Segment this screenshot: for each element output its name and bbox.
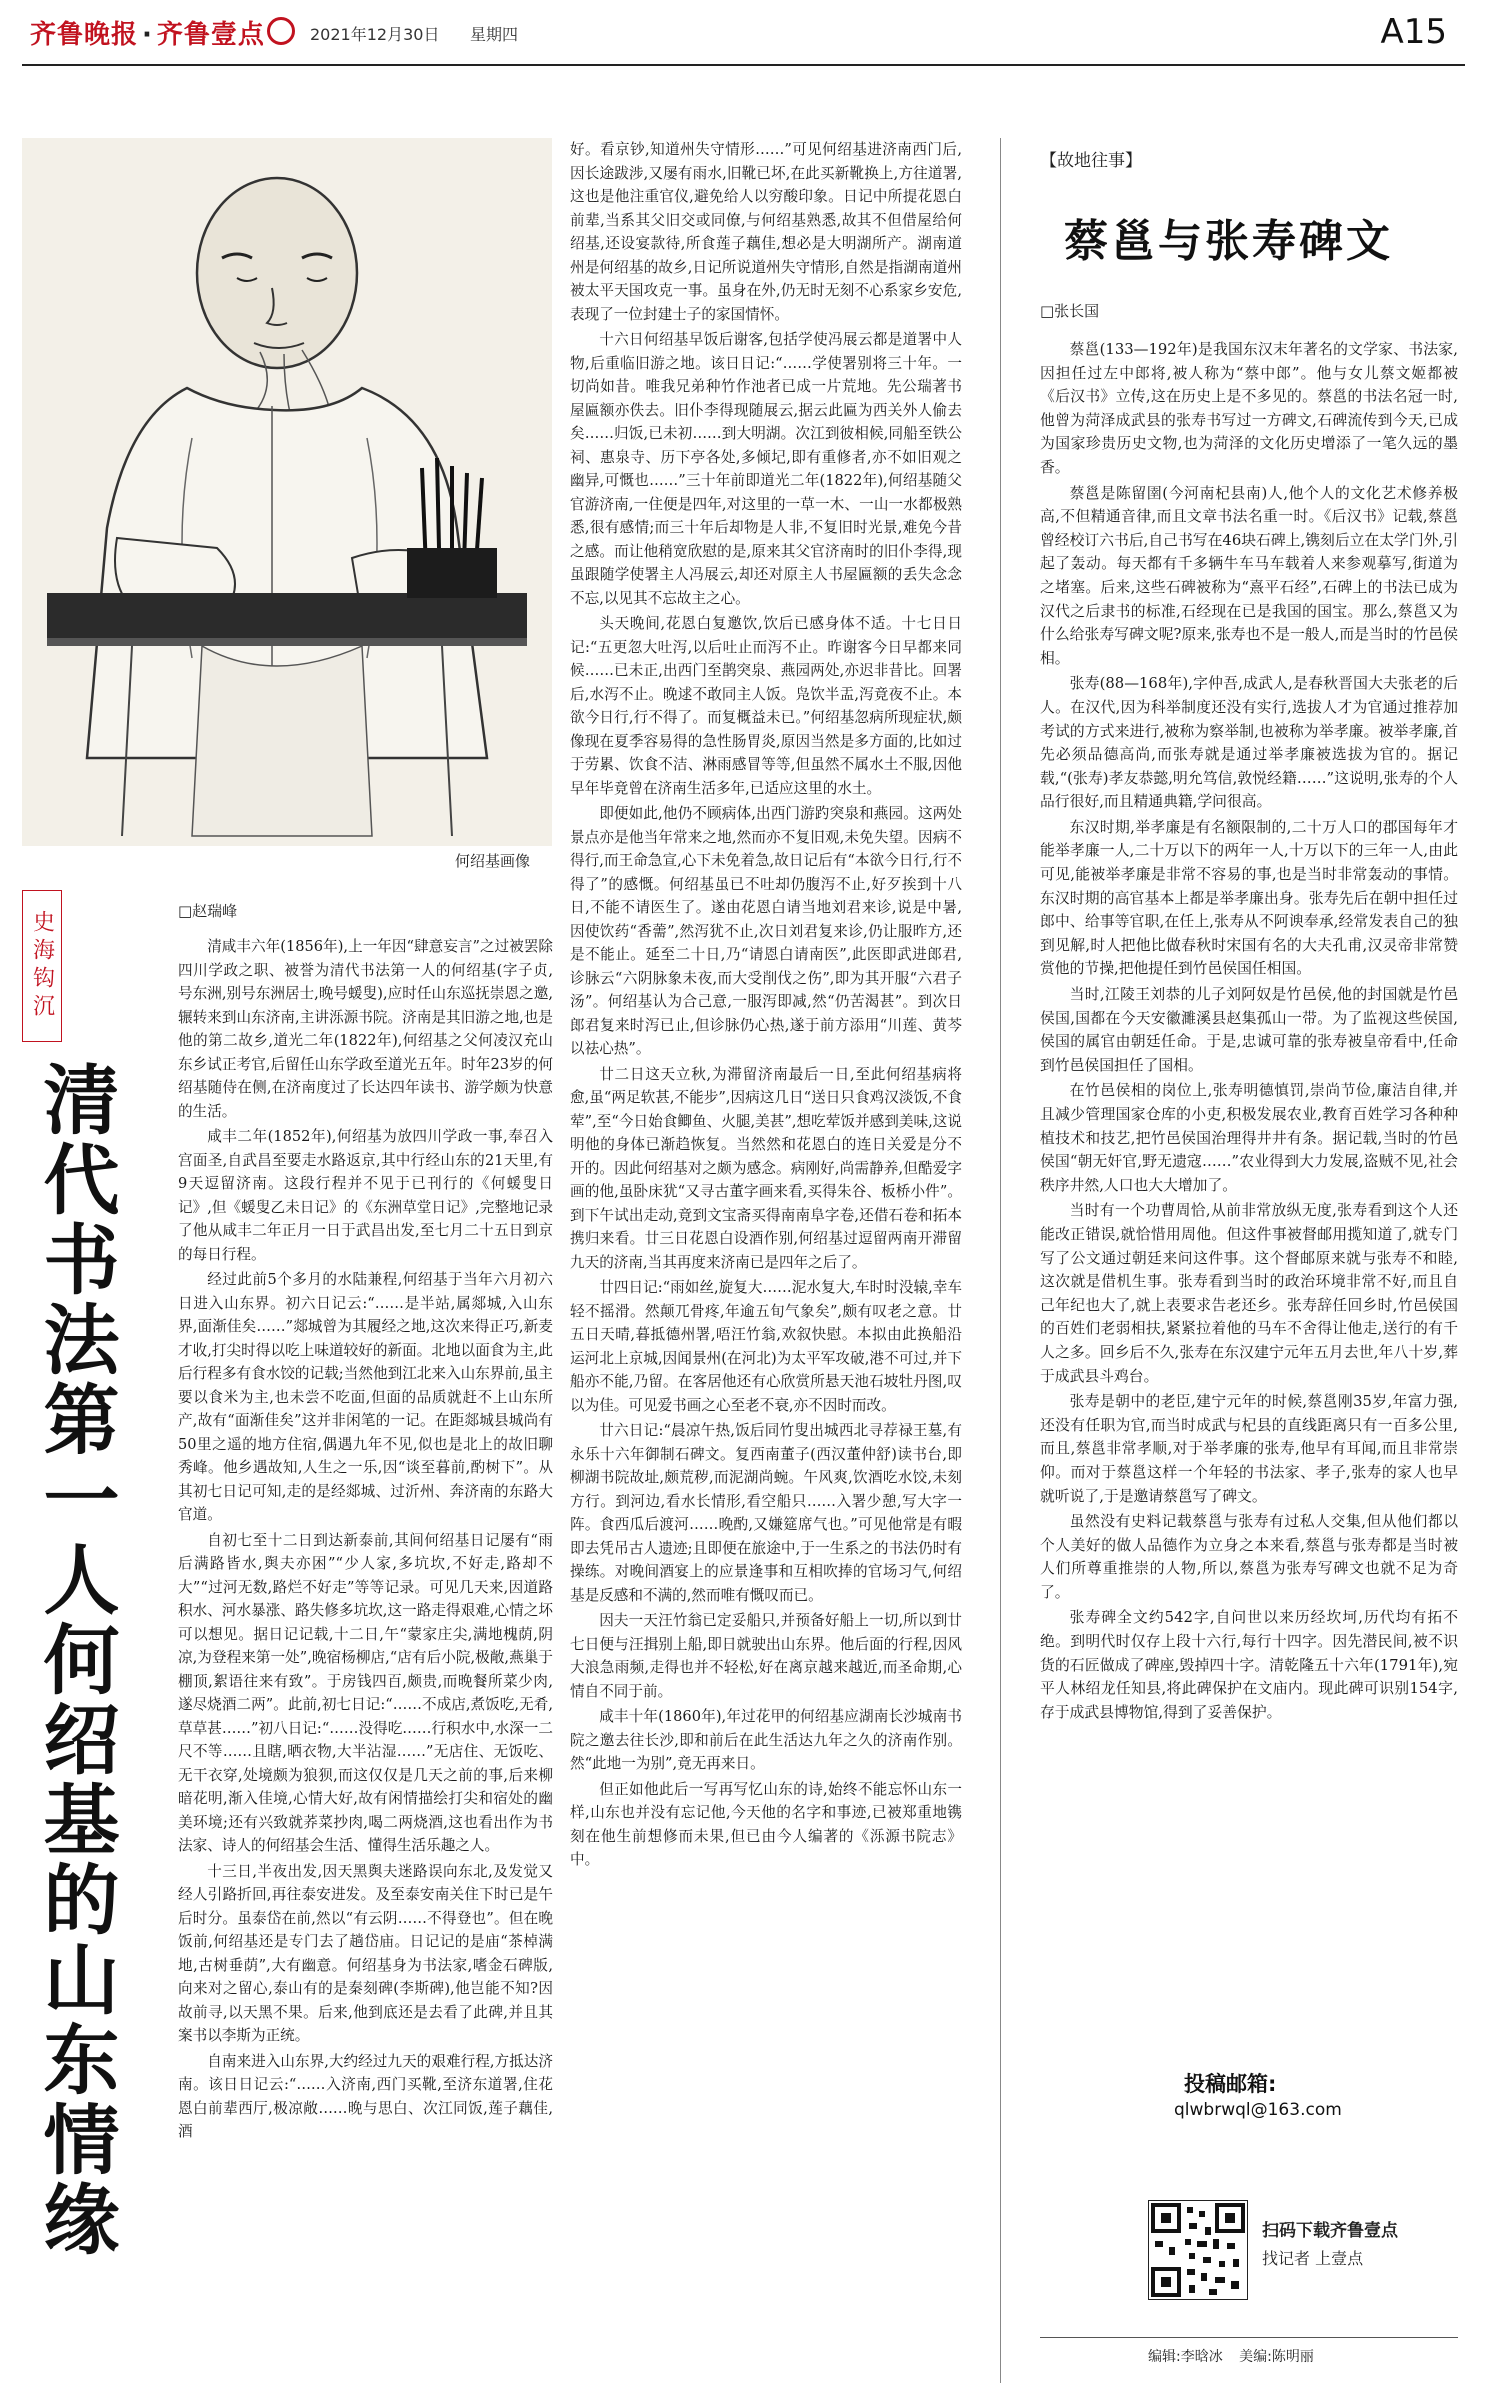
section-tag-local-history: 【故地往事】 [1040,151,1142,171]
article-paragraph: 东汉时期,举孝廉是有名额限制的,二十万人口的郡国每年才能举孝廉一人,二十万以下的两年一人,十万以下的三年一人,由此可见,能被举孝廉是非常不容易的事,也是当时非常轰动的事情。东汉时期的高官基本上都是举孝廉出身。张寿先后在朝中担任过郎中、给事等官职,在任上,张寿从不阿谀奉承,经常发表自己的独到见解,时人把他比做春秋时宋国有名的大夫孔甫,汉灵帝非常赞赏他的节操,把他提任到竹邑侯国任相国。 [1040,818,1458,978]
right-article-byline: □张长国 [1040,302,1100,320]
article-paragraph: 蔡邕是陈留圉(今河南杞县南)人,他个人的文化艺术修养极高,不但精通音律,而且文章书法名重一时。《后汉书》记载,蔡邕曾经校订六书后,自己书写在46块石碑上,镌刻后立在太学门外,引起了轰动。每天都有千多辆牛车马车载着人来参观摹写,街道为之堵塞。后来,这些石碑被称为“熹平石经”,石碑上的书法已成为汉代之后隶书的标准,石经现在已是我国的国宝。那么,蔡邕又为什么给张寿写碑文呢?原来,张寿也不是一般人,而是当时的竹邑侯相。 [1040,484,1458,667]
right-article-title: 蔡邕与张寿碑文 [1064,216,1393,267]
qr-code-icon[interactable] [1148,2200,1248,2300]
article-paragraph: 因夫一天汪竹翁已定妥船只,并预备好船上一切,所以到廿七日便与汪揖别上船,即日就驶出山东界。他后面的行程,因风大浪急雨频,走得也并不轻松,好在离京越来越近,而圣命期,心情自不同于前。 [570,1612,962,1700]
article-paragraph: 咸丰二年(1852年),何绍基为放四川学政一事,奉召入宫面圣,自武昌至要走水路返京,其中行经山东的21天里,有9天逗留济南。这段行程并不见于已刊行的《何蝯叟日记》,但《蝯叟乙未日记》的《东洲草堂日记》,完整地记录了他从咸丰二年正月一日于武昌出发,至七月二十五日到京的每日行程。 [178,1128,553,1263]
portrait-caption: 何绍基画像 [455,852,531,870]
brand-separator: · [142,20,153,50]
editor-name: 编辑:李晗冰 [1148,2349,1223,2365]
column-divider [1000,138,1001,2383]
article-paragraph: 张寿是朝中的老臣,建宁元年的时候,蔡邕刚35岁,年富力强,还没有任职为官,而当时成武与杞县的直线距离只有一百多公里,而且,蔡邕非常孝顺,对于举孝廉的张寿,他早有耳闻,而且非常崇仰。而对于蔡邕这样一个年轻的书法家、孝子,张寿的家人也早就听说了,于是邀请蔡邕写了碑文。 [1040,1393,1458,1505]
page-number: A15 [1380,12,1447,52]
left-article-column-1 [178,935,553,2380]
article-paragraph: 自初七至十二日到达新泰前,其间何绍基日记屡有“雨后满路皆水,舆夫亦困”“少人家,多坑坎,不好走,路却不大”“过河无数,路烂不好走”等等记录。可见几天来,因道路积水、河水暴涨、路失修多坑坎,这一路走得艰难,心情之坏可以想见。据日记记载,十二日,午“蒙家庄尖,满地槐荫,阴凉,为登程来第一处”,晚宿杨柳店,“店有后小院,极敞,燕巢于棚顶,絮语往来有致”。于房钱四百,颇贵,而晚餐所菜少肉,遂尽烧酒二两”。此前,初七日记:“……不成店,煮饭吃,无肴,草草甚……”初八日记:“……没得吃……行积水中,水深一二尺不等……且瞎,晒衣物,大半沾湿……”无店住、无饭吃、无干衣穿,处境颇为狼狈,而这仅仅是几天之前的事,后来柳暗花明,渐入佳境,心情大好,故有闲情描绘打尖和宿处的幽美环境;还有兴致就荞菜抄肉,喝二两烧酒,这也看出作为书法家、诗人的何绍基会生活、懂得生活乐趣之人。 [178,1531,553,1854]
article-paragraph: 蔡邕(133—192年)是我国东汉末年著名的文学家、书法家,因担任过左中郎将,被人称为“蔡中郎”。他与女儿蔡文姬都被《后汉书》立传,这在历史上是不多见的。蔡邕的书法名冠一时,他曾为菏泽成武县的张寿书写过一方碑文,石碑流传到今天,已成为国家珍贵历史文物,也为菏泽的文化历史增添了一笔久远的墨香。 [1040,341,1458,476]
article-paragraph: 当时有一个功曹周恰,从前非常放纵无度,张寿看到这个人还能改正错误,就恰惜用周他。但这件事被督邮用揽知道了,就专门写了公文通过朝廷来问这件事。这个督邮原来就与张寿不和睦,这次就是借机生事。张寿看到当时的政治环境非常不好,而且自己年纪也大了,就上表要求告老还乡。张寿辞任回乡时,竹邑侯国的百姓们老弱相扶,紧紧拉着他的马车不舍得让他走,送行的有千人之多。回乡后不久,张寿在东汉建宁元年五月去世,年八十岁,葬于成武县斗鸡台。 [1040,1202,1458,1385]
submission-email[interactable]: qlwbrwql@163.com [1174,2100,1342,2120]
qr-download-text: 扫码下载齐鲁壹点 [1262,2221,1398,2241]
portrait-image [22,138,552,846]
submission-email-label: 投稿邮箱: [1184,2072,1277,2096]
article-paragraph: 头天晚间,花恩白复邀饮,饮后已感身体不适。十七日日记:“五更忽大吐泻,以后吐止而泻不止。昨谢客今日早都来同候……已未正,出西门至鹊突泉、燕园两处,亦迟非昔比。回署后,水泻不止。晚逑不敢同主人饭。凫饮半盂,泻竟夜不止。本欲今日行,行不得了。而复概益未已。”何绍基忽病所现症状,颇像现在夏季容易得的急性肠胃炎,原因当然是多方面的,比如过于劳累、饮食不洁、淋雨感冒等等,但虽然不属水土不服,因他早年毕竟曾在济南生活多年,已适应这里的水土。 [570,615,962,797]
article-paragraph: 廿四日记:“雨如丝,旋复大……泥水复大,车时时没辕,幸车轻不摇滑。然颠兀骨疼,年逾五旬气象矣”,颇有叹老之意。廿五日天晴,暮抵德州署,唔汪竹翁,欢叙快慰。本拟由此换船沿运河北上京城,因闻景州(在河北)为太平军攻破,港不可过,并下船亦不能,乃留。在客居他还有心欣赏所悬天池石坡牡丹图,叹以为佳。可见爱书画之心至老不衰,亦不因时而改。 [570,1279,962,1414]
designer-name: 美编:陈明丽 [1239,2349,1314,2365]
article-paragraph: 但正如他此后一写再写忆山东的诗,始终不能忘怀山东一样,山东也并没有忘记他,今天他的名字和事迹,已被郑重地镌刻在他生前想修而未果,但已由今人编著的《泺源书院志》中。 [570,1780,962,1868]
article-paragraph: 经过此前5个多月的水陆兼程,何绍基于当年六月初六日进入山东界。初六日记云:“……是半站,属郯城,入山东界,面渐佳矣……”郯城曾为其履经之地,这次来得正巧,新麦才收,打尖时得以吃上味道较好的新面。北地以面食为主,此后行程多有食水饺的记载;当然他到江北来入山东界前,虽主要以食米为主,也未尝不吃面,但面的品质就赶不上山东所产,故有“面渐佳矣”这并非闲笔的一记。在距郯城县城尚有50里之遥的地方住宿,偶遇九年不见,似也是北上的故旧聊秀峰。他乡遇故知,人生之一乐,因“谈至暮前,酌树下”。从其初七日记可知,走的是经郯城、过沂州、奔济南的东路大官道。 [178,1271,553,1523]
issue-weekday: 星期四 [470,25,519,44]
article-paragraph: 好。看京钞,知道州失守情形……”可见何绍基进济南西门后,因长途跋涉,又屡有雨水,旧靴已坏,在此买新靴换上,方往道署,这也是他注重官仪,避免给人以穷酸印象。日记中所提花恩白前辈,当系其父旧交或同僚,与何绍基熟悉,故其不但借屋给何绍基,还设宴款待,所食莲子藕佳,想必是大明湖所产。湖南道州是何绍基的故乡,日记所说道州失守情形,自然是指湖南道州被太平天国攻克一事。虽身在外,仍无时无刻不心系家乡安危,表现了一位封建士子的家国情怀。 [570,141,962,323]
editor-credits [1148,2346,1326,2366]
article-paragraph: 十三日,半夜出发,因天黑舆夫迷路误向东北,及发觉又经人引路折回,再往泰安进发。及至泰安南关住下时已是午后时分。虽泰岱在前,然以“有云阴……不得登也”。但在晚饭前,何绍基还是专门去了趟岱庙。日记记的是庙“茶棹满地,古树垂荫”,大有幽意。何绍基身为书法家,嗜金石碑版,向来对之留心,泰山有的是秦刻碑(李斯碑),他岂能不知?因故前寻,以天黑不果。后来,他到底还是去看了此碑,并且其案书以李斯为正统。 [178,1862,553,2044]
brand-qilu-evening-news: 齐鲁晚报 [30,20,139,50]
article-paragraph: 廿二日这天立秋,为滞留济南最后一日,至此何绍基病将愈,虽“两足软甚,不能步”,因病这几日“送日只食鸡汉淡饭,不食荤”,至“今日始食鲫鱼、火腿,美甚”,想吃荤饭并感到美味,这说明他的身体已渐趋恢复。当然然和花恩白的连日关爱是分不开的。因此何绍基对之颇为感念。病刚好,尚需静养,但酷爱字画的他,虽卧床犹“又寻古董字画来看,买得朱谷、板桥小件”。到下午试出走动,竟到文宝斋买得南南阜字卷,还借石卷和拓本携归来看。廿三日花恩白设酒作别,何绍基过逗留两南开滞留九天的济南,当其再度来济南已是四年之后了。 [570,1065,962,1271]
left-article-byline: □赵瑞峰 [178,902,238,920]
article-paragraph: 张寿碑全文约542字,自问世以来历经坎坷,历代均有拓不绝。到明代时仅存上段十六行,每行十四字。因先潜民间,被不识货的石匠做成了碑座,毁掉四十字。清乾隆五十六年(1791年),宛平人林绍龙任知县,将此碑保护在文庙内。现此碑可识别154字,存于成武县博物馆,得到了妥善保护。 [1040,1609,1458,1721]
portrait-illustration [22,138,552,846]
article-paragraph: 张寿(88—168年),字仲吾,成武人,是春秋晋国大夫张老的后人。在汉代,因为科举制度还没有实行,选拔人才为官通过推荐加考试的方式来进行,被称为察举制,也被称为举孝廉。被举孝廉,首先必须品德高尚,而张寿就是通过举孝廉被选拔为官的。据记载,“(张寿)孝友恭懿,明允笃信,敦悦经籍……”这说明,张寿的个人品行很好,而且精通典籍,学问很高。 [1040,675,1458,811]
left-article-column-2 [570,138,962,2383]
qr-code-graphic [1149,2201,1247,2299]
yidian-logo-icon [267,17,295,45]
left-article-title: 清代书法第一人何绍基的山东情缘 [31,1060,120,2260]
qr-slogan-text: 找记者 上壹点 [1262,2249,1364,2268]
article-paragraph: 当时,江陵王刘恭的儿子刘阿奴是竹邑侯,他的封国就是竹邑侯国,国都在今天安徽濉溪县赵集孤山一带。为了监视这些侯国,侯国的属官由朝廷任命。于是,忠诚可靠的张寿被皇帝看中,任命到竹邑侯国担任了国相。 [1040,986,1458,1074]
article-paragraph: 十六日何绍基早饭后谢客,包括学使冯展云都是道署中人物,后重临旧游之地。该日日记:“……学使署别将三十年。一切尚如昔。唯我兄弟种竹作池者已成一片荒地。先公瑞著书屋匾额亦佚去。旧仆李得现随展云,据云此匾为西关外人偷去矣……归饭,已未初……到大明湖。次江到彼相候,同船至铁公祠、惠泉寺、历下亭各处,多倾圮,即有重修者,亦不如旧观之幽异,可慨也……”三十年前即道光二年(1822年),何绍基随父官游济南,一住便是四年,对这里的一草一木、一山一水都极熟悉,很有感情;而三十年后却物是人非,不复旧时光景,难免今昔之感。而让他稍宽欣慰的是,原来其父官济南时的旧仆李得,现虽跟随学使署主人冯展云,却还对原主人书屋匾额的丢失念念不忘,以见其不忘故主之心。 [570,331,962,607]
footer-divider [1040,2337,1458,2338]
article-paragraph: 自南来进入山东界,大约经过九天的艰难行程,方抵达济南。该日日记云:“……入济南,西门买靴,至济东道署,住花恩白前辈西厅,极凉敞……晚与思白、次江同饭,莲子藕佳,酒 [178,2052,553,2140]
page-header [0,0,1487,64]
right-article-body [1040,338,1458,2053]
article-paragraph: 咸丰十年(1860年),年过花甲的何绍基应湖南长沙城南书院之邀去往长沙,即和前后在此生活达九年之久的济南作别。然“此地一为别”,竟无再来日。 [570,1708,962,1772]
article-paragraph: 虽然没有史料记载蔡邕与张寿有过私人交集,但从他们都以个人美好的做人品德作为立身之本来看,蔡邕与张寿都是当时被人们所尊重推崇的人物,所以,蔡邕为张寿写碑文也就不足为奇了。 [1040,1513,1458,1601]
issue-date: 2021年12月30日 [310,25,440,44]
brand-qilu-yidian: 齐鲁壹点 [156,20,265,50]
article-paragraph: 在竹邑侯相的岗位上,张寿明德慎罚,崇尚节俭,廉洁自律,并且减少管理国家仓库的小吏,积极发展农业,教育百姓学习各种种植技术和技艺,把竹邑侯国治理得井井有条。据记载,当时的竹邑侯国“朝无奸官,野无遗寇……”农业得到大力发展,盗贼不见,社会秩序井然,人口也大大增加了。 [1040,1082,1458,1194]
newspaper-brand [30,14,295,51]
article-paragraph: 清咸丰六年(1856年),上一年因“肆意妄言”之过被罢除四川学政之职、被誉为清代书法第一人的何绍基(字子贞,号东洲,别号东洲居士,晚号蝯叟),应时任山东巡抚崇恩之邀,辗转来到山东济南,主讲泺源书院。济南是其旧游之地,也是他的第二故乡,道光二年(1822年),何绍基之父何凌汉充山东乡试正考官,后留任山东学政至道光五年。时年23岁的何绍基随侍在侧,在济南度过了长达四年读书、游学颇为快意的生活。 [178,938,553,1120]
article-paragraph: 即便如此,他仍不顾病体,出西门游趵突泉和燕园。这两处景点亦是他当年常来之地,然而亦不复旧观,未免失望。因病不得行,而王命急宣,心下未免着急,故日记后有“本欲今日行,行不得了”的感慨。何绍基虽已不吐却仍腹泻不止,好歹挨到十八日,不能不请医生了。遂由花恩白请当地刘君来诊,说是中暑,因使饮药“香薷”,然泻犹不止,次日刘君复来诊,仍让服昨方,还是不能止。延至二十日,乃“请恩白请南医”,此医即武进郎君,诊脉云“六阴脉象未夜,而大受削伐之伤”,即为其开服“六君子汤”。何绍基认为合己意,一服泻即减,然“仍苦渴甚”。到次日郎君复来时泻已止,但诊脉仍心热,遂于前方添用“川莲、黄芩以祛心热”。 [570,805,962,1057]
header-divider [22,64,1465,66]
article-paragraph: 廿六日记:“晨凉午热,饭后同竹叟出城西北寻荐禄王墓,有永乐十六年御制石碑文。复西南董子(西汉董仲舒)读书台,即柳湖书院故址,颇荒秽,而泥湖尚蜿。午风爽,饮酒吃水饺,未刻方行。到河边,看水长情形,看空船只……入署少憩,写大字一阵。食西瓜后渡河……晚酌,又嫌筵席气也。”可见他常是有暇即去凭吊古人遗迹;且即便在旅途中,于一生系之的书法仍时有操练。对晚间酒宴上的应景逢事和互相吹捧的官场习气,何绍基是反感和不满的,然而唯有慨叹而已。 [570,1422,962,1604]
column-tag-history: 史海钩沉 [22,890,62,1042]
